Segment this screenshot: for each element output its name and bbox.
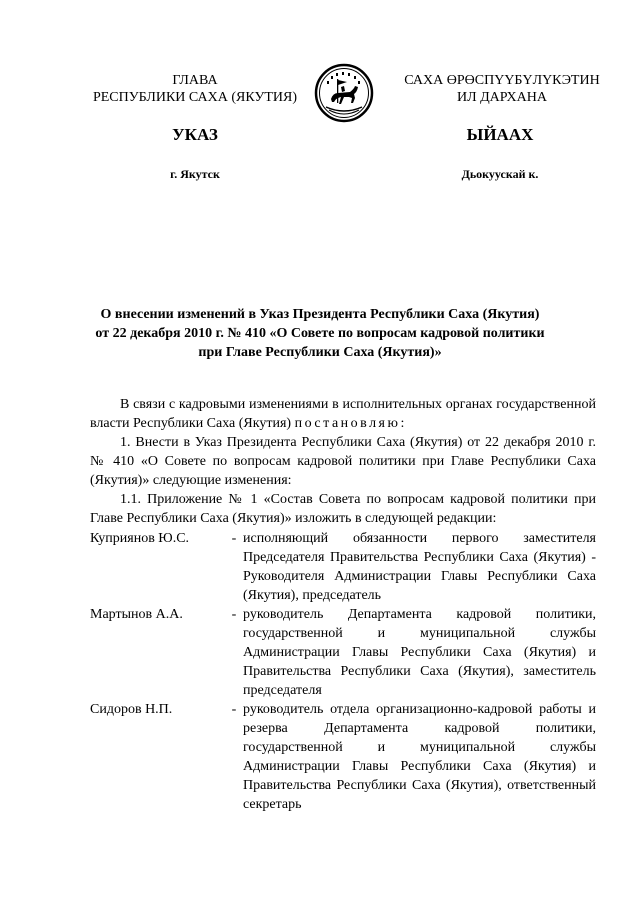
member-name: Сидоров Н.П.	[90, 702, 173, 717]
member-role: исполняющий обязанности первого заместителя Председателя Правительства Республики Саха (Якутия) - Руководителя Администрации Главы Республики Саха (Якутия), председатель	[243, 531, 596, 603]
member-dash: -	[231, 531, 237, 546]
item-1-1: 1.1. Приложение № 1 «Состав Совета по вопросам кадровой политики при Главе Республики Саха (Якутия)» изложить в следующей редакции:	[90, 492, 596, 526]
member-role: руководитель Департамента кадровой политики, государственной и муниципальной службы Администрации Главы Республики Саха (Якутия) и Правительства Республики Саха (Якутия), заместитель председателя	[243, 607, 596, 698]
item-1: 1. Внести в Указ Президента Республики Саха (Якутия) от 22 декабря 2010 г. № 410 «О Совете по вопросам кадровой политики при Главе Республики Саха (Якутия)» следующие изменения:	[90, 435, 596, 488]
council-members-list	[90, 529, 596, 814]
city-right: Дьокуускай к.	[461, 167, 539, 181]
member-role: руководитель отдела организационно-кадровой работы и резерва Департамента кадровой политики, государственной и муниципальной службы Администрации Главы Республики Саха (Якутия) и Правительства Республики Саха (Якутия), ответственный секретарь	[243, 702, 596, 812]
title-line2: от 22 декабря 2010 г. № 410 «О Совете по вопросам кадровой политики	[95, 326, 545, 341]
member-dash: -	[231, 607, 237, 622]
header-left-line2: РЕСПУБЛИКИ САХА (ЯКУТИЯ)	[92, 90, 298, 105]
document-title	[60, 305, 580, 362]
intro-paragraph	[90, 395, 596, 433]
member-row	[90, 605, 596, 700]
city-left: г. Якутск	[170, 167, 220, 181]
document-body	[90, 395, 596, 528]
header-right-line2: ИЛ ДАРХАНА	[456, 90, 547, 105]
member-dash: -	[231, 702, 237, 717]
republic-emblem-icon	[314, 63, 374, 123]
header-right	[392, 72, 612, 106]
header-right-line1: САХА ӨРӨСПҮҮБҮЛҮКЭТИН	[404, 73, 600, 88]
title-line3: при Главе Республики Саха (Якутия)»	[198, 345, 442, 360]
doc-type-right: ЫЙААХ	[466, 125, 534, 144]
header-left-line1: ГЛАВА	[172, 73, 218, 88]
member-row	[90, 529, 596, 605]
intro-text: В связи с кадровыми изменениями в исполнительных органах государственной власти Республики Саха (Якутия)	[90, 397, 596, 431]
member-row	[90, 700, 596, 814]
member-name: Мартынов А.А.	[90, 607, 183, 622]
decree-word: постановляю:	[294, 416, 407, 431]
member-name: Куприянов Ю.С.	[90, 531, 190, 546]
header-left	[80, 72, 310, 106]
title-line1: О внесении изменений в Указ Президента Республики Саха (Якутия)	[100, 307, 540, 322]
doc-type-left: УКАЗ	[172, 125, 218, 144]
